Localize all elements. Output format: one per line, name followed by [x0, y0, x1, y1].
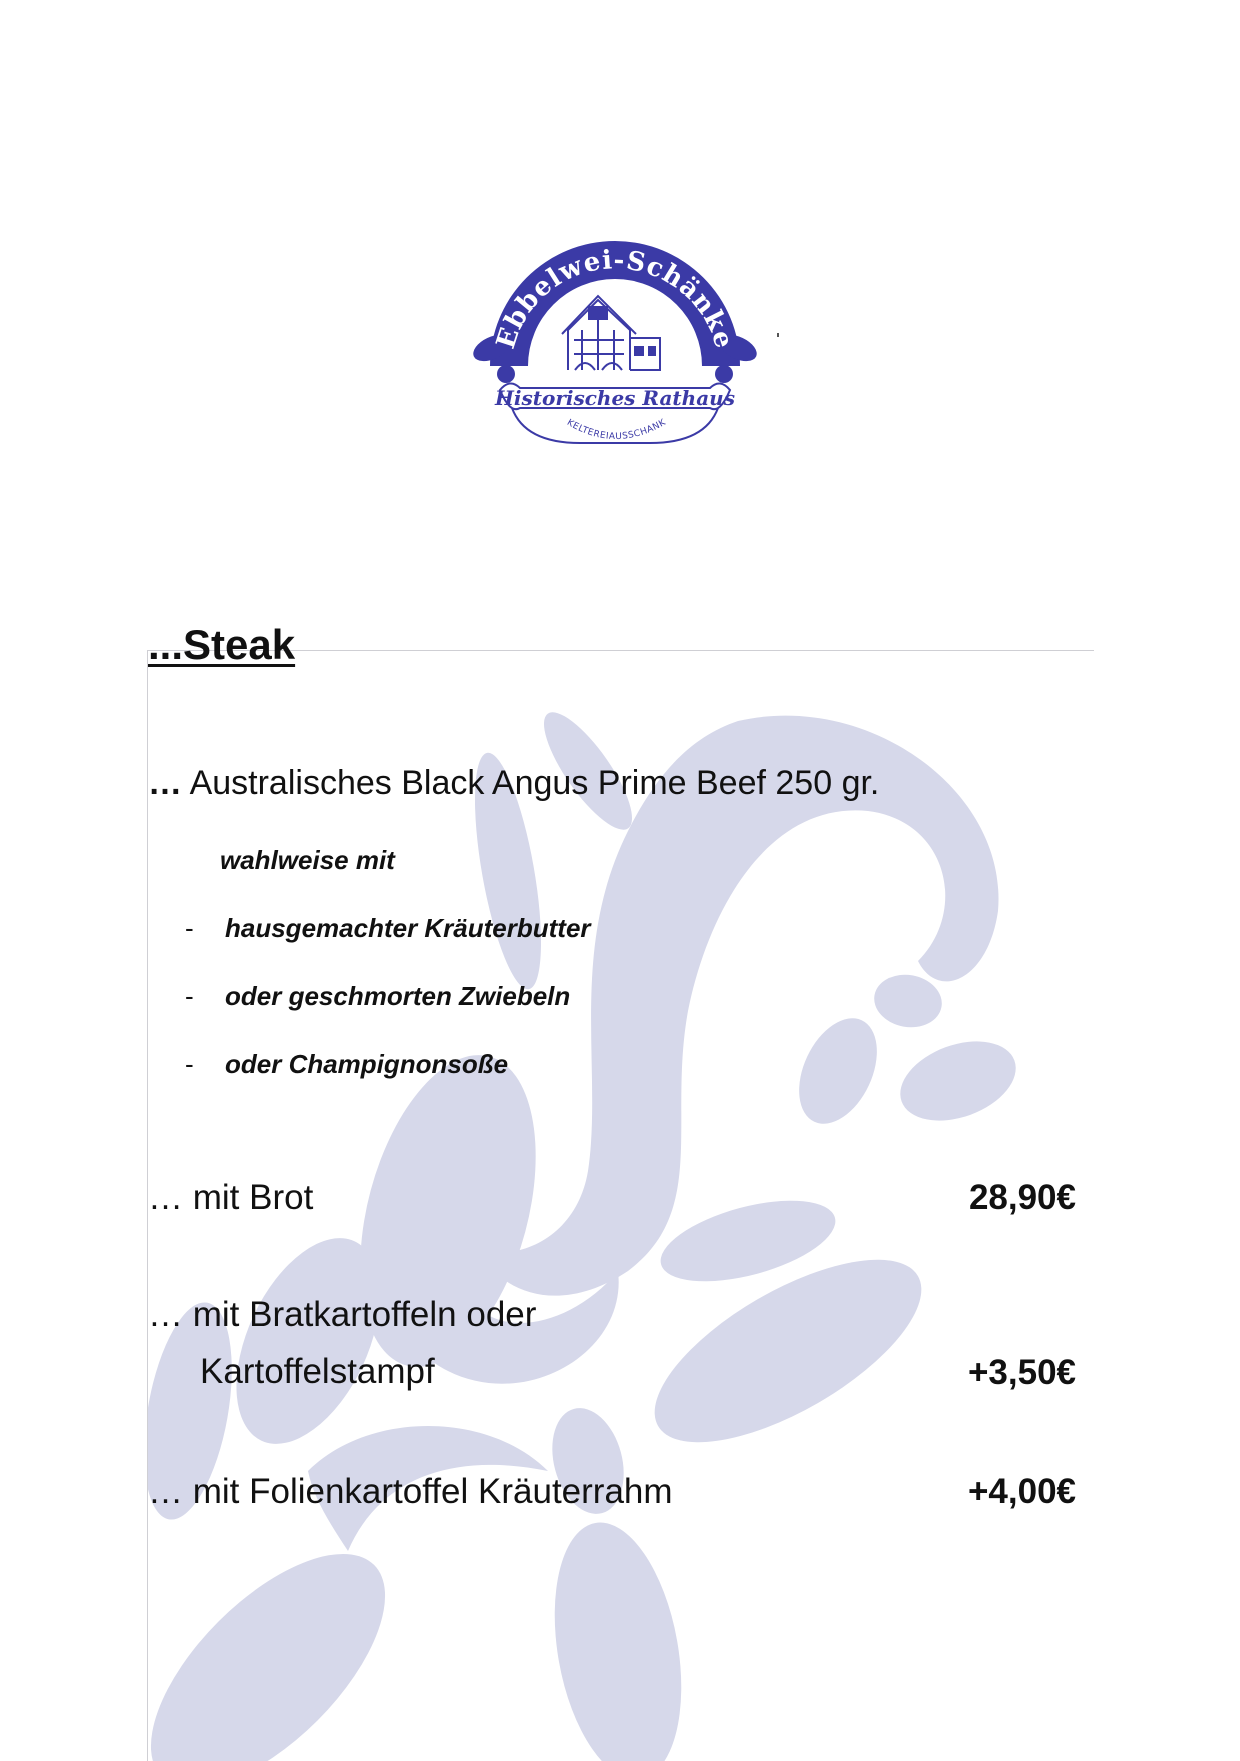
logo-arc-text: Ebbelwei-Schänke — [490, 245, 740, 353]
side-price: 28,90€ — [968, 1178, 1076, 1217]
option-dash: - — [185, 913, 194, 943]
option-dash: - — [185, 981, 194, 1011]
choice-intro: wahlweise mit — [220, 845, 395, 875]
option-item — [185, 1049, 508, 1080]
option-dash: - — [185, 1049, 194, 1079]
menu-item-title — [148, 765, 879, 802]
side-label-continued: Kartoffelstampf — [200, 1351, 435, 1391]
item-ellipsis: … — [148, 764, 182, 802]
side-label: … mit Brot — [148, 1178, 314, 1217]
side-row — [148, 1473, 1076, 1512]
logo-bottom-text: KELTEREIAUSSCHANK — [565, 417, 668, 443]
side-price: +3,50€ — [967, 1353, 1076, 1392]
item-name: Australisches Black Angus Prime Beef 250 gr. — [189, 764, 880, 802]
restaurant-logo — [470, 238, 760, 470]
option-label: oder Champignonsoße — [225, 1049, 509, 1079]
logo-banner-text: Historisches Rathaus — [495, 386, 735, 410]
stray-mark — [777, 333, 779, 337]
side-label: … mit Bratkartoffeln oder — [148, 1295, 537, 1334]
option-item — [185, 913, 591, 944]
option-label: hausgemachter Kräuterbutter — [225, 913, 591, 943]
svg-text:KELTEREIAUSSCHANK — [565, 417, 668, 442]
side-row — [148, 1296, 1076, 1391]
side-row — [148, 1179, 1076, 1218]
side-label: … mit Folienkartoffel Kräuterrahm — [148, 1472, 673, 1511]
option-label: oder geschmorten Zwiebeln — [225, 981, 571, 1011]
section-title: ...Steak — [148, 621, 296, 668]
side-price: +4,00€ — [967, 1472, 1076, 1511]
option-item — [185, 981, 570, 1012]
